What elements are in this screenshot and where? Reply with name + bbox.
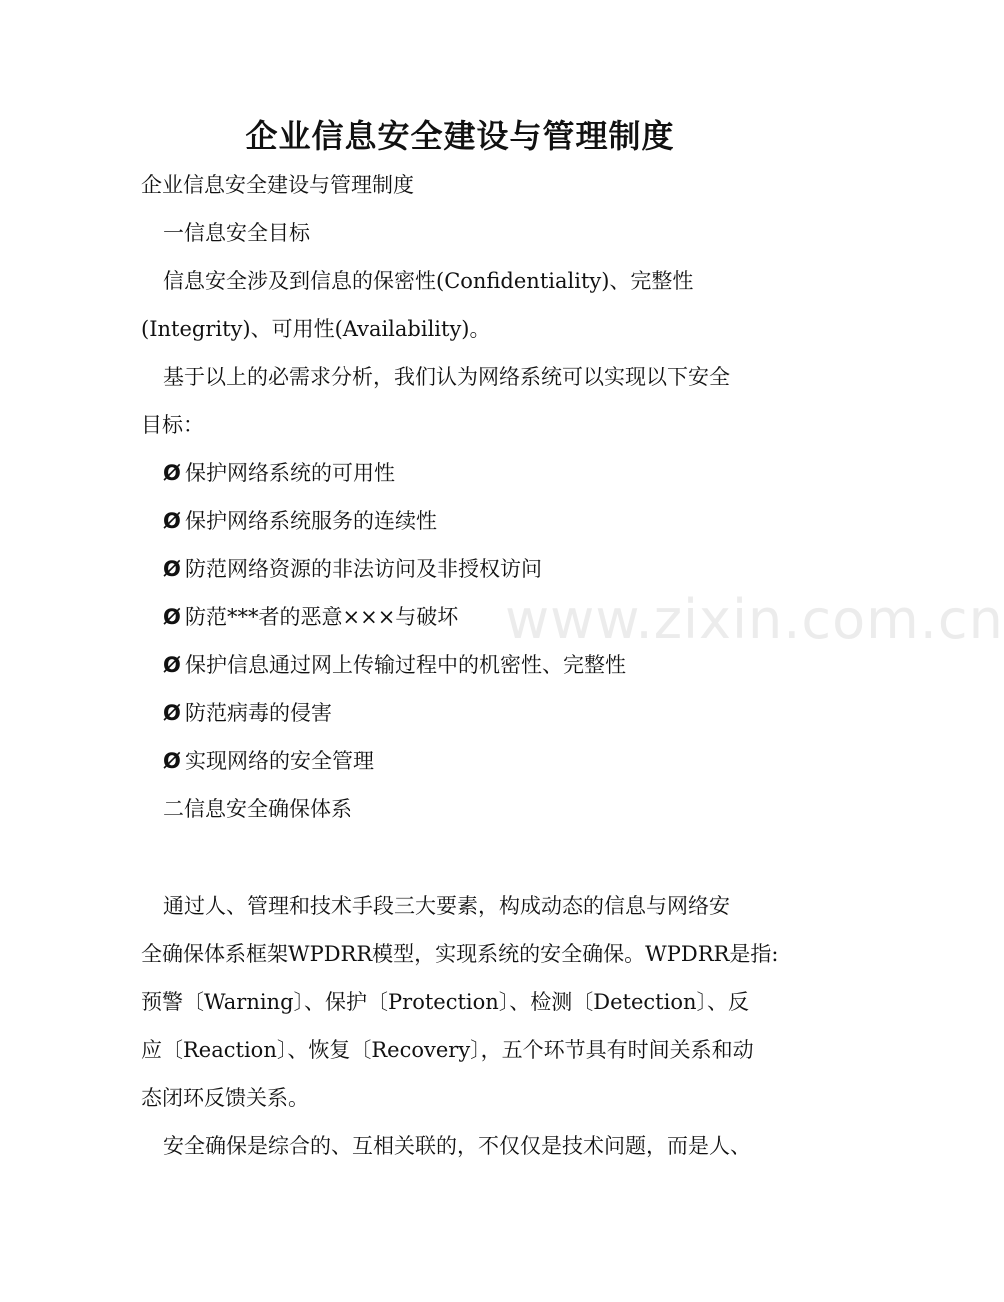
bullet-text: 防范网络资源的非法访问及非授权访问: [185, 557, 542, 581]
paragraph-1-line-1: 信息安全涉及到信息的保密性(Confidentiality)、完整性: [163, 269, 694, 293]
watermark: www.zixin.com.cn: [505, 588, 1004, 651]
bullet-symbol-icon: Ø: [163, 653, 181, 677]
paragraph-1-line-2: (Integrity)、可用性(Availability)。: [141, 317, 491, 341]
bullet-symbol-icon: Ø: [163, 557, 181, 581]
bullet-symbol-icon: Ø: [163, 701, 181, 725]
paragraph-3-line-2: 全确保体系框架WPDRR模型，实现系统的安全确保。WPDRR是指:: [141, 942, 779, 966]
paragraph-4-line-1: 安全确保是综合的、互相关联的，不仅仅是技术问题，而是人、: [163, 1134, 751, 1158]
document-title: 企业信息安全建设与管理制度: [245, 117, 675, 155]
bullet-item: [163, 602, 823, 632]
section-heading-1: 一信息安全目标: [163, 221, 310, 245]
paragraph-2-line-1: 基于以上的必需求分析，我们认为网络系统可以实现以下安全: [163, 365, 730, 389]
bullet-item: [163, 698, 823, 728]
paragraph-3-line-5: 态闭环反馈关系。: [141, 1086, 309, 1110]
bullet-text: 保护网络系统的可用性: [185, 461, 395, 485]
document-subtitle: 企业信息安全建设与管理制度: [141, 173, 414, 197]
paragraph-2-line-2: 目标：: [141, 413, 204, 437]
bullet-symbol-icon: Ø: [163, 509, 181, 533]
bullet-symbol-icon: Ø: [163, 605, 181, 629]
bullet-item: [163, 458, 823, 488]
bullet-item: [163, 506, 823, 536]
bullet-text: 防范病毒的侵害: [185, 701, 332, 725]
section-heading-2: 二信息安全确保体系: [163, 797, 352, 821]
bullet-text: 实现网络的安全管理: [185, 749, 374, 773]
bullet-item: [163, 650, 823, 680]
bullet-item: [163, 746, 823, 776]
bullet-item: [163, 554, 823, 584]
bullet-symbol-icon: Ø: [163, 749, 181, 773]
paragraph-3-line-1: 通过人、管理和技术手段三大要素，构成动态的信息与网络安: [163, 894, 730, 918]
bullet-symbol-icon: Ø: [163, 461, 181, 485]
paragraph-3-line-3: 预警〔Warning〕、保护〔Protection〕、检测〔Detection〕、反: [141, 990, 750, 1014]
bullet-text: 保护信息通过网上传输过程中的机密性、完整性: [185, 653, 626, 677]
bullet-text: 防范***者的恶意×××与破坏: [185, 605, 459, 629]
paragraph-3-line-4: 应〔Reaction〕、恢复〔Recovery〕，五个环节具有时间关系和动: [141, 1038, 754, 1062]
bullet-text: 保护网络系统服务的连续性: [185, 509, 437, 533]
